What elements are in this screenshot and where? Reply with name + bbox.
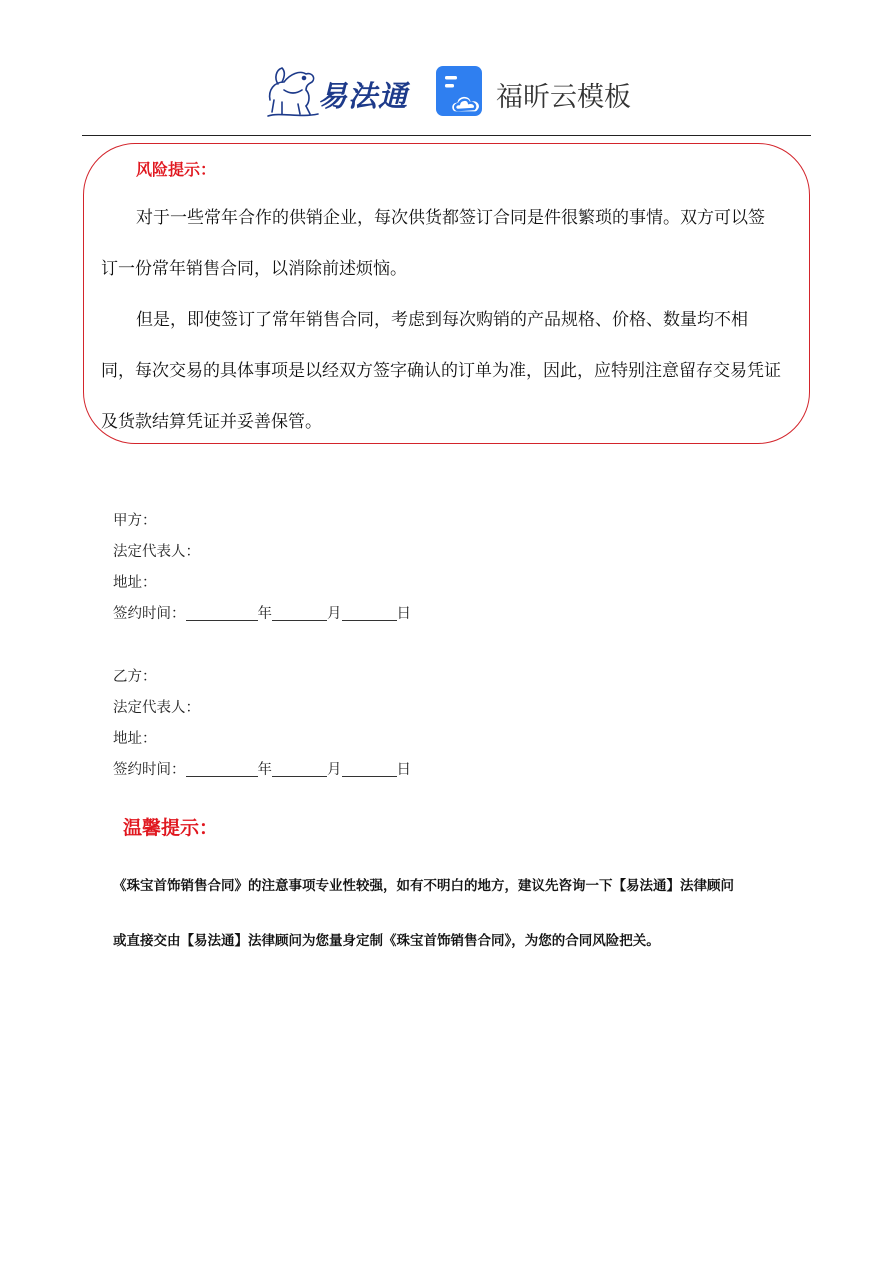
- day-label: 日: [396, 606, 411, 622]
- party-a-name: 甲方：: [113, 513, 157, 529]
- sign-date-label: 签约时间：: [113, 606, 186, 622]
- page-header: [0, 58, 893, 124]
- party-a-representative: 法定代表人：: [113, 544, 200, 560]
- year-blank: [186, 760, 258, 777]
- party-a-sign-date: [113, 599, 411, 630]
- party-a-block: [113, 506, 411, 630]
- day-blank: [342, 760, 397, 777]
- header-divider: [82, 135, 811, 136]
- party-b-block: [113, 662, 411, 786]
- risk-paragraph-1: 对于一些常年合作的供销企业，每次供货都签订合同是件很繁琐的事情。双方可以签订一份常年销售合同，以消除前述烦恼。: [101, 208, 765, 279]
- foxit-template-text: 福昕云模板: [496, 82, 631, 113]
- party-b-name: 乙方：: [113, 669, 157, 685]
- month-label: 月: [327, 762, 342, 778]
- yifatong-logo-text: 易法通: [318, 79, 409, 113]
- party-a-address: 地址：: [113, 575, 157, 591]
- month-blank: [272, 760, 327, 777]
- risk-notice-title: 风险提示：: [136, 160, 217, 179]
- party-b-sign-date: [113, 755, 411, 786]
- party-b-representative: 法定代表人：: [113, 700, 200, 716]
- yifatong-logo: [260, 60, 415, 120]
- warm-tips-title: 温馨提示：: [123, 817, 219, 839]
- month-blank: [272, 604, 327, 621]
- year-blank: [186, 604, 258, 621]
- warm-tips-line-2: 或直接交由【易法通】法律顾问为您量身定制《珠宝首饰销售合同》，为您的合同风险把关。: [113, 933, 660, 949]
- foxit-template-logo: [436, 66, 646, 118]
- day-blank: [342, 604, 397, 621]
- sign-date-label: 签约时间：: [113, 762, 186, 778]
- year-label: 年: [257, 606, 272, 622]
- warm-tips-line-1: 《珠宝首饰销售合同》的注意事项专业性较强，如有不明白的地方，建议先咨询一下【易法通】法律顾问: [113, 878, 734, 894]
- day-label: 日: [396, 762, 411, 778]
- party-b-address: 地址：: [113, 731, 157, 747]
- month-label: 月: [327, 606, 342, 622]
- risk-paragraph-2: 但是，即使签订了常年销售合同，考虑到每次购销的产品规格、价格、数量均不相同，每次交易的具体事项是以经双方签字确认的订单为准，因此，应特别注意留存交易凭证及货款结算凭证并妥善保管。: [101, 310, 781, 432]
- qilin-icon: [260, 60, 322, 120]
- year-label: 年: [257, 762, 272, 778]
- cloud-doc-icon: [436, 66, 488, 118]
